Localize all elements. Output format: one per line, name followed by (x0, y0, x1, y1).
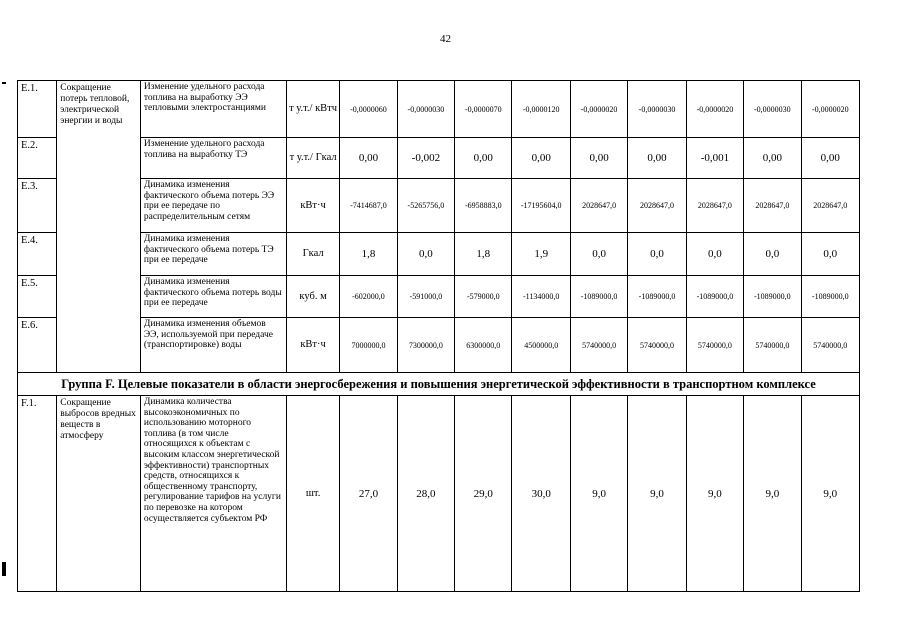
value-cell: 0,0 (570, 233, 627, 276)
value-cell: 0,0 (628, 233, 686, 276)
unit-cell: Гкал (286, 233, 339, 276)
value-cell: 1,8 (455, 233, 512, 276)
value-cell: -0,0000020 (570, 81, 627, 138)
value-cell: -7414687,0 (340, 179, 397, 233)
value-cell: 7000000,0 (340, 318, 397, 373)
row-code: E.3. (18, 179, 57, 233)
value-cell: 2028647,0 (628, 179, 686, 233)
value-cell: -1089000,0 (686, 276, 743, 318)
value-cell: -0,0000020 (801, 81, 859, 138)
value-cell: 0,0 (744, 233, 801, 276)
indicator-cell: Динамика изменения фактического объема потерь ЭЭ при ее передаче по распределительным сетям (140, 179, 286, 233)
value-cell: 2028647,0 (744, 179, 801, 233)
value-cell: 5740000,0 (801, 318, 859, 373)
value-cell: 9,0 (628, 396, 686, 592)
value-cell: 0,00 (340, 138, 397, 179)
value-cell: 27,0 (340, 396, 397, 592)
row-code: F.1. (18, 396, 57, 592)
value-cell: -1089000,0 (628, 276, 686, 318)
value-cell: 9,0 (744, 396, 801, 592)
unit-cell: кВт·ч (286, 318, 339, 373)
value-cell: -0,002 (397, 138, 454, 179)
value-cell: 9,0 (570, 396, 627, 592)
value-cell: -602000,0 (340, 276, 397, 318)
value-cell: -591000,0 (397, 276, 454, 318)
unit-cell: кВт·ч (286, 179, 339, 233)
table-row-e5 (18, 276, 860, 318)
value-cell: 0,0 (397, 233, 454, 276)
row-code: E.5. (18, 276, 57, 318)
value-cell: 0,00 (570, 138, 627, 179)
scan-mark (2, 562, 6, 576)
page-number: 42 (440, 33, 451, 45)
value-cell: 0,0 (801, 233, 859, 276)
indicator-cell: Динамика изменения объемов ЭЭ, используемой при передаче (транспортировке) воды (140, 318, 286, 373)
unit-cell: т у.т./ кВтч (286, 81, 339, 138)
value-cell: 9,0 (686, 396, 743, 592)
indicator-cell: Динамика изменения фактического объема потерь ТЭ при ее передаче (140, 233, 286, 276)
value-cell: -579000,0 (455, 276, 512, 318)
table-row-f1 (18, 396, 860, 592)
value-cell: 5740000,0 (744, 318, 801, 373)
value-cell: 0,00 (744, 138, 801, 179)
value-cell: 29,0 (455, 396, 512, 592)
unit-cell: куб. м (286, 276, 339, 318)
value-cell: 28,0 (397, 396, 454, 592)
value-cell: -17195604,0 (512, 179, 570, 233)
group-f-header-row (18, 373, 860, 396)
value-cell: -1134000,0 (512, 276, 570, 318)
scan-mark (2, 82, 6, 84)
table-row-e4 (18, 233, 860, 276)
value-cell: 1,9 (512, 233, 570, 276)
value-cell: -0,0000030 (628, 81, 686, 138)
value-cell: -0,0000120 (512, 81, 570, 138)
value-cell: 0,00 (628, 138, 686, 179)
value-cell: 30,0 (512, 396, 570, 592)
row-code: E.4. (18, 233, 57, 276)
indicator-cell: Изменение удельного расхода топлива на выработку ТЭ (140, 138, 286, 179)
indicator-cell: Динамика изменения фактического объема потерь воды при ее передаче (140, 276, 286, 318)
value-cell: 9,0 (801, 396, 859, 592)
value-cell: 1,8 (340, 233, 397, 276)
value-cell: -1089000,0 (570, 276, 627, 318)
table-row-e3 (18, 179, 860, 233)
value-cell: 0,00 (801, 138, 859, 179)
table-row-e1 (18, 81, 860, 138)
row-code: E.2. (18, 138, 57, 179)
goal-cell: Сокращение выбросов вредных веществ в атмосферу (57, 396, 141, 592)
value-cell: 5740000,0 (570, 318, 627, 373)
table-row-e2 (18, 138, 860, 179)
value-cell: 6300000,0 (455, 318, 512, 373)
row-code: E.6. (18, 318, 57, 373)
value-cell: -0,0000030 (744, 81, 801, 138)
unit-cell: шт. (286, 396, 339, 592)
value-cell: -1089000,0 (744, 276, 801, 318)
value-cell: -0,0000060 (340, 81, 397, 138)
value-cell: 4500000,0 (512, 318, 570, 373)
value-cell: -5265756,0 (397, 179, 454, 233)
value-cell: 5740000,0 (628, 318, 686, 373)
value-cell: -6958883,0 (455, 179, 512, 233)
value-cell: 5740000,0 (686, 318, 743, 373)
value-cell: 2028647,0 (686, 179, 743, 233)
row-code: E.1. (18, 81, 57, 138)
value-cell: 2028647,0 (570, 179, 627, 233)
value-cell: 2028647,0 (801, 179, 859, 233)
value-cell: 0,0 (686, 233, 743, 276)
indicator-cell: Изменение удельного расхода топлива на выработку ЭЭ тепловыми электростанциями (140, 81, 286, 138)
unit-cell: т у.т./ Гкал (286, 138, 339, 179)
value-cell: -0,0000020 (686, 81, 743, 138)
group-f-title: Группа F. Целевые показатели в области энергосбережения и повышения энергетической эффективности в транспортном комплексе (18, 373, 860, 396)
value-cell: -0,0000030 (397, 81, 454, 138)
value-cell: 0,00 (455, 138, 512, 179)
value-cell: 7300000,0 (397, 318, 454, 373)
value-cell: -1089000,0 (801, 276, 859, 318)
goal-cell: Сокращение потерь тепловой, электрической энергии и воды (57, 81, 141, 373)
value-cell: 0,00 (512, 138, 570, 179)
value-cell: -0,001 (686, 138, 743, 179)
table-row-e6 (18, 318, 860, 373)
indicator-cell: Динамика количества высокоэкономичных по использованию моторного топлива (в том числе относящихся к объектам с высоким классом энергетической эффективности) транспортных средств, относящихся к общественному транспорту, регулирование тарифов на услуги по перевозке на котором осуществляется субъектом РФ (140, 396, 286, 592)
value-cell: -0,0000070 (455, 81, 512, 138)
indicators-table (17, 80, 860, 592)
